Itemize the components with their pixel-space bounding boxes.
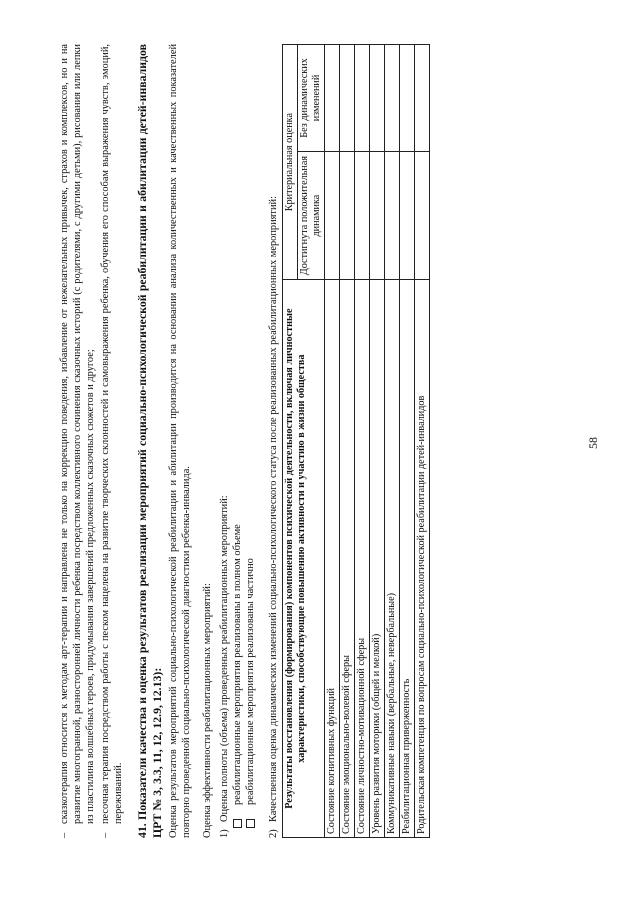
table-row bbox=[415, 45, 430, 838]
header-criteria: Критериальная оценка bbox=[283, 45, 298, 280]
bullet-item-fairytale-therapy bbox=[58, 44, 98, 838]
bullet-item-sand-therapy bbox=[99, 44, 125, 838]
checkbox-label: реабилитационные мероприятия реализованы в полном объеме bbox=[231, 524, 243, 805]
cell-no-change[interactable] bbox=[400, 45, 415, 152]
table-row bbox=[325, 45, 340, 838]
row-label: Коммуникативные навыки (вербальные, невербальные) bbox=[385, 280, 400, 838]
checkbox-option-full[interactable] bbox=[231, 44, 244, 828]
cell-no-change[interactable] bbox=[340, 45, 355, 152]
page-content bbox=[58, 44, 430, 838]
cell-positive[interactable] bbox=[355, 151, 370, 279]
numbered-item-1 bbox=[218, 44, 231, 838]
header-no-change: Без динамических изменений bbox=[298, 45, 325, 152]
cell-no-change[interactable] bbox=[355, 45, 370, 152]
table-row bbox=[400, 45, 415, 838]
table-header-row bbox=[283, 45, 298, 838]
item-text: Качественная оценка динамических изменений социально-психологического статуса после реализованных реабилитационных мероприятий: bbox=[268, 196, 280, 822]
section-intro: Оценка результатов мероприятий социально-психологической реабилитации и абилитации производится на основании анализа количественных и качественных показателей повторно проведенной социально-психологической диагностики ребенка-инвалида. bbox=[168, 44, 193, 838]
assessment-table bbox=[282, 44, 430, 838]
header-positive-dynamics: Достигнута положительная динамика bbox=[298, 151, 325, 279]
table-row bbox=[355, 45, 370, 838]
cell-positive[interactable] bbox=[340, 151, 355, 279]
table-row bbox=[385, 45, 400, 838]
page-number: 58 bbox=[586, 437, 600, 449]
row-label: Уровень развития моторики (общей и мелкой) bbox=[370, 280, 385, 838]
header-results: Результаты восстановления (формирования) компонентов психической деятельности, включая личностные характеристики, способствующие повышению активности и участию в жизни общества bbox=[283, 280, 325, 838]
table-row bbox=[340, 45, 355, 838]
cell-no-change[interactable] bbox=[325, 45, 340, 152]
checkbox-option-partial[interactable] bbox=[244, 44, 257, 828]
cell-no-change[interactable] bbox=[385, 45, 400, 152]
cell-no-change[interactable] bbox=[415, 45, 430, 152]
checkbox-icon[interactable] bbox=[246, 819, 255, 828]
row-label: Состояние когнитивных функций bbox=[325, 280, 340, 838]
cell-no-change[interactable] bbox=[370, 45, 385, 152]
dash-marker: – bbox=[59, 832, 70, 838]
section-title: 41. Показатели качества и оценка результатов реализации мероприятий социально-психологической реабилитации и абилитации детей-инвалидов ЦРТ № 3, 3.3, 11, 12, 12.9, 12.13): bbox=[135, 44, 164, 838]
item-text: Оценка полноты (объема) проведенных реабилитационных мероприятий: bbox=[218, 495, 230, 822]
cell-positive[interactable] bbox=[385, 151, 400, 279]
checkbox-label: реабилитационные мероприятия реализованы частично bbox=[245, 558, 257, 805]
row-label: Реабилитационная приверженность bbox=[400, 280, 415, 838]
item-number: 2) bbox=[268, 829, 280, 838]
dash-marker: – bbox=[99, 832, 111, 838]
checkbox-icon[interactable] bbox=[233, 819, 242, 828]
row-label: Состояние личностно-мотивационной сферы bbox=[355, 280, 370, 838]
efficiency-title: Оценка эффективности реабилитационных мероприятий: bbox=[202, 583, 214, 838]
cell-positive[interactable] bbox=[325, 151, 340, 279]
row-label: Родительская компетенция по вопросам социально-психологической реабилитации детей-инвалидов bbox=[415, 280, 430, 838]
bullet-text: песочная терапия посредством работы с песком нацелена на развитие творческих склонностей и самовыражения ребенка, обучения его способам выражения чувств, эмоций, переживаний. bbox=[99, 44, 124, 824]
cell-positive[interactable] bbox=[415, 151, 430, 279]
cell-positive[interactable] bbox=[400, 151, 415, 279]
numbered-item-2 bbox=[267, 44, 280, 838]
bullet-text: сказкотерапия относится к методам арт-терапии и направлена не только на коррекцию поведения, избавление от нежелательных привычек, страхов и комплексов, но и на развитие многогранной, разносторонней личности ребенка посредством коллективного сочинения сказочных историй (с родителями, с другими детьми), рисования или лепки из пластилина волшебных героев, придумывания завершений предложенных сказочных сюжетов и другое; bbox=[59, 44, 97, 824]
table-row bbox=[370, 45, 385, 838]
row-label: Состояние эмоционально-волевой сферы bbox=[340, 280, 355, 838]
cell-positive[interactable] bbox=[370, 151, 385, 279]
item-number: 1) bbox=[218, 829, 230, 838]
